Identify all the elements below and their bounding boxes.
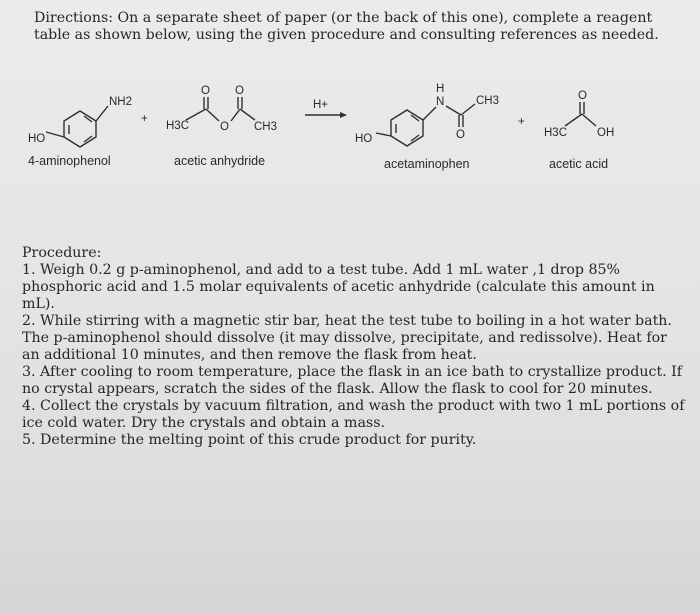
procedure-step: 1. Weigh 0.2 g p-aminophenol, and add to a test tube. Add 1 mL water ,1 drop 85% phosphoric acid and 1.5 molar equivalents of acetic anhydride (calculate this amount in mL). [22, 262, 655, 312]
structure-acetaminophen [355, 83, 499, 171]
reaction-arrow [305, 99, 347, 118]
oh-label: OH [597, 127, 615, 139]
compound-name-4-aminophenol: 4-aminophenol [28, 154, 111, 168]
plus-sign: + [141, 113, 148, 125]
ch3-label: CH3 [254, 121, 278, 133]
structure-acetic-anhydride [166, 85, 277, 168]
procedure-heading: Procedure: [22, 245, 102, 261]
h3c-label: H3C [544, 127, 568, 139]
carbonyl-oxygen-label: O [578, 90, 587, 102]
procedure-step: 3. After cooling to room temperature, place the flask in an ice bath to crystallize product. If no crystal appears, scratch the sides of the flask. Allow the flask to cool for 20 minutes. [22, 364, 683, 397]
structure-acetic-acid [544, 90, 614, 171]
carbonyl-oxygen-right: O [235, 85, 244, 97]
bridging-oxygen-label: O [220, 121, 229, 133]
procedure-step: 2. While stirring with a magnetic stir bar, heat the test tube to boiling in a hot water bath. The p-aminophenol should dissolve (it may dissolve, precipitate, and redissolve). Heat for an additional 10 minutes, and then remove the flask from heat. [22, 313, 672, 363]
carbonyl-oxygen-left: O [201, 85, 210, 97]
compound-name-acetaminophen: acetaminophen [384, 157, 470, 171]
plus-sign: + [518, 116, 525, 128]
ho-label: HO [355, 133, 373, 145]
amide-hydrogen-label: H [436, 83, 445, 95]
procedure-section [22, 245, 687, 449]
directions-text: Directions: On a separate sheet of paper (or the back of this one), complete a reagent table as shown below, using the given procedure and consulting references as needed. [34, 10, 659, 43]
h3c-label: H3C [166, 120, 190, 132]
catalyst-label: H+ [313, 99, 329, 111]
structure-4-aminophenol [28, 96, 132, 168]
carbonyl-oxygen-label: O [456, 129, 465, 141]
amide-nitrogen-label: N [436, 96, 445, 108]
ho-label: HO [28, 133, 46, 145]
reaction-scheme [0, 70, 700, 190]
procedure-step: 4. Collect the crystals by vacuum filtration, and wash the product with two 1 mL portions of ice cold water. Dry the crystals and obtain a mass. [22, 398, 685, 431]
ch3-label: CH3 [476, 95, 500, 107]
compound-name-acetic-acid: acetic acid [549, 157, 609, 171]
procedure-step: 5. Determine the melting point of this crude product for purity. [22, 432, 477, 448]
nh2-label: NH2 [109, 96, 133, 108]
compound-name-acetic-anhydride: acetic anhydride [174, 154, 266, 168]
